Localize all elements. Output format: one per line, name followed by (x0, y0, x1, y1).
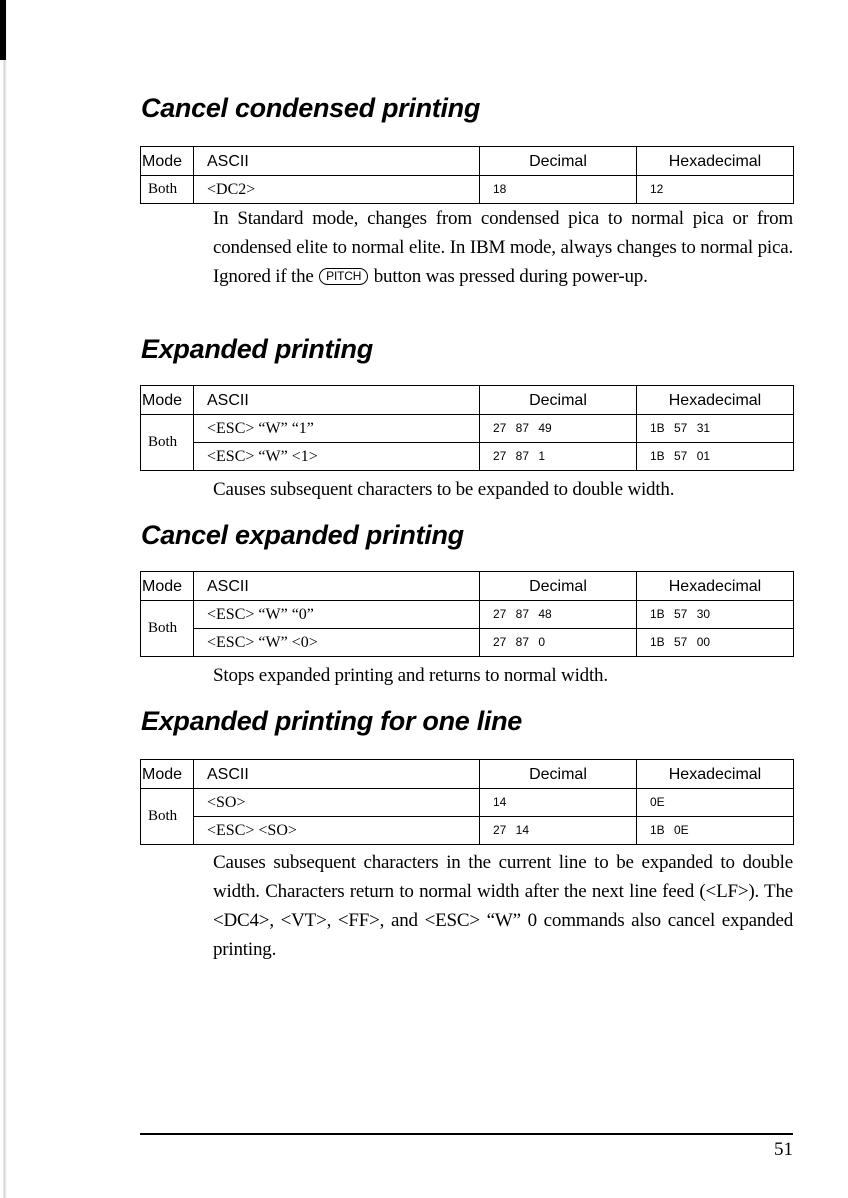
command-table (140, 759, 794, 845)
section-title: Expanded printing (141, 334, 373, 364)
table-row (141, 415, 794, 443)
hex-cell: 1B 0E (637, 817, 794, 845)
decimal-cell: 27 87 1 (480, 443, 637, 471)
hex-cell: 12 (637, 176, 794, 204)
header-ascii: ASCII (194, 572, 480, 601)
table-row (141, 629, 794, 657)
header-ascii: ASCII (194, 147, 480, 176)
section-title: Expanded printing for one line (141, 706, 523, 736)
table-row (141, 817, 794, 845)
table-header-row (141, 760, 794, 789)
description-text: In Standard mode, changes from condensed pica to normal pica or from condensed elite to normal elite. In IBM mode, always changes to normal pica. Ignored if the (213, 208, 793, 287)
decimal-cell: 27 87 0 (480, 629, 637, 657)
mode-cell: Both (141, 789, 194, 845)
section-description: Causes subsequent characters to be expanded to double width. (213, 479, 675, 500)
description-text-continued: button was pressed during power-up. (373, 266, 648, 287)
ascii-cell: <ESC> “W” “1” (194, 415, 480, 443)
table-row (141, 176, 794, 204)
table-row (141, 443, 794, 471)
page-binding-mark (0, 0, 6, 60)
header-mode: Mode (141, 760, 194, 789)
hex-cell: 1B 57 31 (637, 415, 794, 443)
header-mode: Mode (141, 386, 194, 415)
ascii-cell: <DC2> (194, 176, 480, 204)
page-number: 51 (774, 1139, 793, 1160)
decimal-cell: 18 (480, 176, 637, 204)
header-decimal: Decimal (480, 572, 637, 601)
hex-cell: 1B 57 30 (637, 601, 794, 629)
ascii-cell: <ESC> <SO> (194, 817, 480, 845)
ascii-cell: <ESC> “W” <1> (194, 443, 480, 471)
table-row (141, 601, 794, 629)
ascii-cell: <SO> (194, 789, 480, 817)
header-hexadecimal: Hexadecimal (637, 572, 794, 601)
header-hexadecimal: Hexadecimal (637, 386, 794, 415)
ascii-cell: <ESC> “W” <0> (194, 629, 480, 657)
table-row (141, 789, 794, 817)
header-decimal: Decimal (480, 147, 637, 176)
section-description: Causes subsequent characters in the current line to be expanded to double width. Characters return to normal width after the next line feed (<LF>). The <DC4>, <VT>, <FF>, and <ESC> “W” 0 commands also cancel expanded printing. (213, 852, 793, 960)
hex-cell: 1B 57 01 (637, 443, 794, 471)
header-mode: Mode (141, 572, 194, 601)
decimal-cell: 14 (480, 789, 637, 817)
table-header-row (141, 572, 794, 601)
header-hexadecimal: Hexadecimal (637, 760, 794, 789)
decimal-cell: 27 14 (480, 817, 637, 845)
decimal-cell: 27 87 49 (480, 415, 637, 443)
mode-cell: Both (141, 176, 194, 204)
header-decimal: Decimal (480, 760, 637, 789)
section-title: Cancel expanded printing (141, 520, 464, 550)
header-mode: Mode (141, 147, 194, 176)
header-ascii: ASCII (194, 760, 480, 789)
header-hexadecimal: Hexadecimal (637, 147, 794, 176)
mode-cell: Both (141, 601, 194, 657)
header-decimal: Decimal (480, 386, 637, 415)
section-title: Cancel condensed printing (141, 93, 481, 123)
command-table (140, 146, 794, 204)
ascii-cell: <ESC> “W” “0” (194, 601, 480, 629)
header-ascii: ASCII (194, 386, 480, 415)
command-table (140, 571, 794, 657)
mode-cell: Both (141, 415, 194, 471)
pitch-button-icon: PITCH (319, 268, 368, 285)
section-description (213, 204, 793, 291)
hex-cell: 0E (637, 789, 794, 817)
footer-rule (140, 1133, 793, 1135)
page-binding-edge (0, 0, 7, 1198)
section-description: Stops expanded printing and returns to normal width. (213, 665, 608, 686)
hex-cell: 1B 57 00 (637, 629, 794, 657)
table-header-row (141, 386, 794, 415)
table-header-row (141, 147, 794, 176)
command-table (140, 385, 794, 471)
decimal-cell: 27 87 48 (480, 601, 637, 629)
